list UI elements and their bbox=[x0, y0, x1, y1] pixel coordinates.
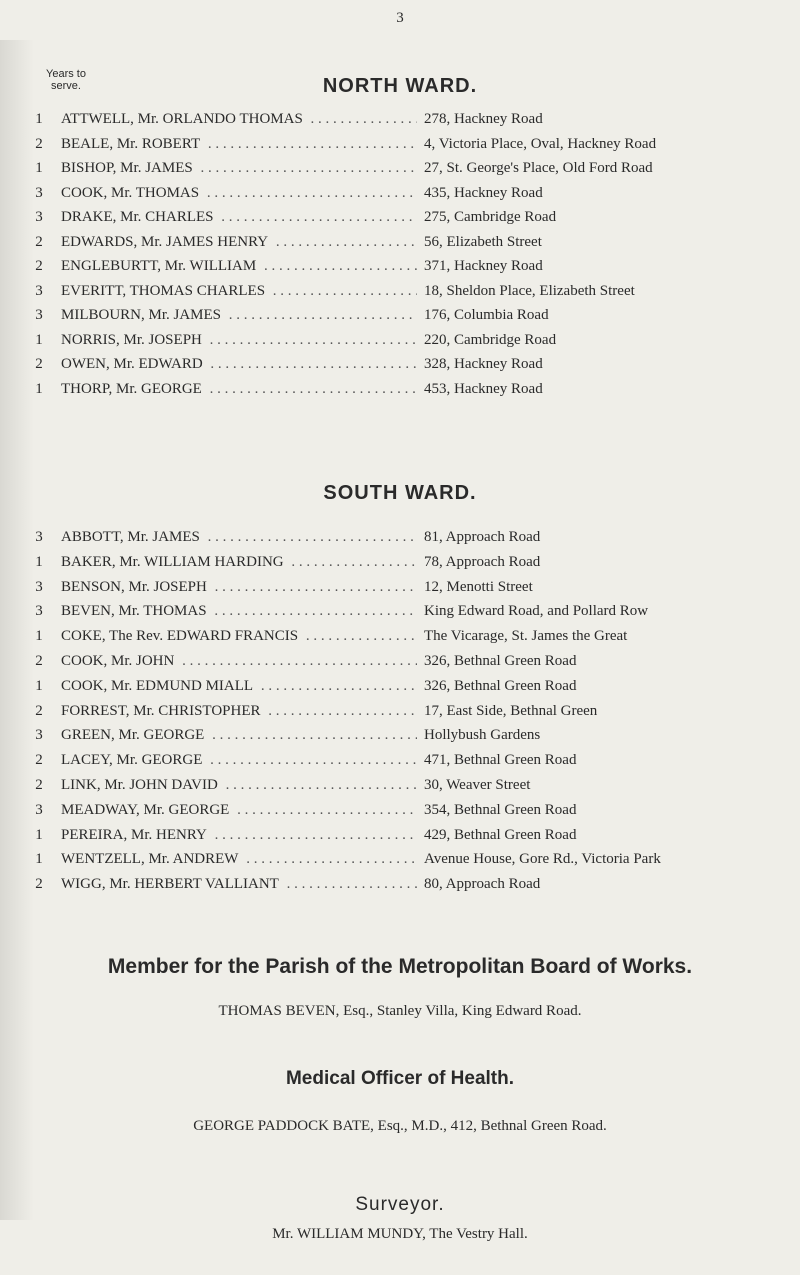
years-to-serve: 1 bbox=[35, 677, 43, 694]
member-address: King Edward Road, and Pollard Row bbox=[424, 603, 649, 620]
medical-officer-text: GEORGE PADDOCK BATE, Esq., M.D., 412, Bethnal Green Road. bbox=[193, 1118, 607, 1134]
member-address: 471, Bethnal Green Road bbox=[424, 752, 577, 769]
member-name: PEREIRA, Mr. HENRY . . . bbox=[61, 827, 417, 844]
member-address: 371, Hackney Road bbox=[424, 258, 543, 274]
years-to-serve: 3 bbox=[35, 184, 43, 201]
years-to-serve: 2 bbox=[35, 356, 43, 372]
member-name: DRAKE, Mr. CHARLES . . . bbox=[61, 209, 417, 226]
list-item bbox=[0, 111, 800, 136]
list-item bbox=[0, 136, 800, 161]
member-name: ATTWELL, Mr. ORLANDO THOMAS . . . bbox=[61, 111, 417, 128]
member-name: BEVEN, Mr. THOMAS . . . bbox=[61, 603, 417, 620]
surveyor-heading: Surveyor. bbox=[355, 1194, 445, 1215]
member-address: 27, St. George's Place, Old Ford Road bbox=[424, 160, 653, 176]
list-item bbox=[0, 653, 800, 678]
member-address: Avenue House, Gore Rd., Victoria Park bbox=[424, 851, 661, 868]
list-item bbox=[0, 777, 800, 802]
years-to-serve: 3 bbox=[35, 578, 43, 595]
list-item bbox=[0, 603, 800, 628]
member-name: COKE, The Rev. EDWARD FRANCIS . . . bbox=[61, 628, 417, 645]
member-address: 12, Menotti Street bbox=[424, 578, 533, 595]
member-name: COOK, Mr. JOHN . . . bbox=[61, 653, 417, 670]
years-to-serve: 2 bbox=[35, 702, 43, 719]
member-name: MILBOURN, Mr. JAMES . . . bbox=[61, 307, 417, 324]
member-name: WENTZELL, Mr. ANDREW . . . bbox=[61, 851, 417, 868]
years-to-serve: 1 bbox=[35, 826, 43, 843]
list-item bbox=[0, 752, 800, 777]
years-to-serve: 3 bbox=[35, 307, 43, 323]
years-to-serve: 1 bbox=[35, 851, 43, 868]
member-address: 17, East Side, Bethnal Green bbox=[424, 702, 598, 719]
member-name: ENGLEBURTT, Mr. WILLIAM . . . bbox=[61, 258, 417, 275]
list-item bbox=[0, 727, 800, 752]
member-name: ABBOTT, Mr. JAMES . . . bbox=[61, 529, 417, 546]
years-to-serve: 2 bbox=[35, 233, 43, 250]
member-address: 18, Sheldon Place, Elizabeth Street bbox=[424, 282, 635, 299]
member-address: 176, Columbia Road bbox=[424, 307, 549, 323]
years-to-serve-label: Years to serve. bbox=[46, 68, 86, 92]
member-name: FORREST, Mr. CHRISTOPHER . . . bbox=[61, 703, 417, 720]
member-address: 278, Hackney Road bbox=[424, 111, 543, 127]
member-address: 4, Victoria Place, Oval, Hackney Road bbox=[424, 135, 657, 152]
south-ward-title: SOUTH WARD. bbox=[323, 482, 477, 504]
member-address: 326, Bethnal Green Road bbox=[424, 677, 577, 694]
list-item bbox=[0, 802, 800, 827]
member-address: The Vicarage, St. James the Great bbox=[424, 628, 628, 645]
board-of-works-heading: Member for the Parish of the Metropolitan Board of Works. bbox=[107, 955, 693, 978]
medical-officer-heading: Medical Officer of Health. bbox=[285, 1068, 515, 1089]
member-name: BISHOP, Mr. JAMES . . . bbox=[61, 160, 417, 177]
list-item bbox=[0, 209, 800, 234]
years-to-serve: 2 bbox=[35, 135, 43, 152]
list-item bbox=[0, 876, 800, 901]
member-name: COOK, Mr. EDMUND MIALL . . . bbox=[61, 678, 417, 695]
list-item bbox=[0, 234, 800, 259]
page-number: 3 bbox=[396, 10, 404, 26]
north-ward-list bbox=[0, 111, 800, 405]
south-ward-list bbox=[0, 529, 800, 901]
list-item bbox=[0, 827, 800, 852]
list-item bbox=[0, 703, 800, 728]
member-name: WIGG, Mr. HERBERT VALLIANT . . . bbox=[61, 876, 417, 893]
list-item bbox=[0, 851, 800, 876]
list-item bbox=[0, 579, 800, 604]
years-to-serve: 3 bbox=[35, 801, 43, 818]
member-address: 435, Hackney Road bbox=[424, 184, 543, 201]
member-address: 429, Bethnal Green Road bbox=[424, 826, 577, 843]
list-item bbox=[0, 381, 800, 406]
member-address: 354, Bethnal Green Road bbox=[424, 801, 577, 818]
years-to-serve: 1 bbox=[35, 111, 43, 127]
member-name: BENSON, Mr. JOSEPH . . . bbox=[61, 579, 417, 596]
years-to-serve: 1 bbox=[35, 628, 43, 645]
years-to-serve: 3 bbox=[35, 603, 43, 620]
years-to-serve: 2 bbox=[35, 776, 43, 793]
member-name: LINK, Mr. JOHN DAVID . . . bbox=[61, 777, 417, 794]
list-item bbox=[0, 332, 800, 357]
member-name: LACEY, Mr. GEORGE . . . bbox=[61, 752, 417, 769]
board-member-text: THOMAS BEVEN, Esq., Stanley Villa, King Edward Road. bbox=[218, 1003, 582, 1019]
list-item bbox=[0, 678, 800, 703]
member-name: THORP, Mr. GEORGE . . . bbox=[61, 381, 417, 398]
member-name: COOK, Mr. THOMAS . . . bbox=[61, 185, 417, 202]
member-address: 81, Approach Road bbox=[424, 529, 541, 545]
years-to-serve: 3 bbox=[35, 209, 43, 225]
list-item bbox=[0, 283, 800, 308]
member-name: EDWARDS, Mr. JAMES HENRY . . . bbox=[61, 234, 417, 251]
years-to-serve: 3 bbox=[35, 529, 43, 545]
years-to-serve: 2 bbox=[35, 652, 43, 669]
list-item bbox=[0, 160, 800, 185]
years-to-serve: 2 bbox=[35, 752, 43, 769]
list-item bbox=[0, 554, 800, 579]
member-name: GREEN, Mr. GEORGE . . . bbox=[61, 727, 417, 744]
member-name: BEALE, Mr. ROBERT . . . bbox=[61, 136, 417, 153]
member-name: MEADWAY, Mr. GEORGE . . . bbox=[61, 802, 417, 819]
list-item bbox=[0, 307, 800, 332]
north-ward-title: NORTH WARD. bbox=[322, 75, 478, 97]
list-item bbox=[0, 185, 800, 210]
member-address: 220, Cambridge Road bbox=[424, 331, 557, 348]
list-item bbox=[0, 258, 800, 283]
member-name: EVERITT, THOMAS CHARLES . . . bbox=[61, 283, 417, 300]
member-address: 328, Hackney Road bbox=[424, 356, 543, 372]
member-address: Hollybush Gardens bbox=[424, 727, 541, 744]
years-to-serve: 1 bbox=[35, 160, 43, 176]
years-to-serve: 3 bbox=[35, 727, 43, 744]
member-address: 56, Elizabeth Street bbox=[424, 233, 542, 250]
surveyor-text: Mr. WILLIAM MUNDY, The Vestry Hall. bbox=[272, 1226, 528, 1242]
member-name: NORRIS, Mr. JOSEPH . . . bbox=[61, 332, 417, 349]
years-to-serve: 3 bbox=[35, 282, 43, 299]
member-address: 30, Weaver Street bbox=[424, 776, 531, 793]
years-to-serve: 2 bbox=[35, 258, 43, 274]
list-item bbox=[0, 529, 800, 554]
years-to-serve: 1 bbox=[35, 553, 43, 570]
member-address: 275, Cambridge Road bbox=[424, 209, 557, 225]
member-address: 78, Approach Road bbox=[424, 553, 541, 570]
years-to-serve: 1 bbox=[35, 331, 43, 348]
member-name: OWEN, Mr. EDWARD . . . bbox=[61, 356, 417, 373]
years-to-serve: 1 bbox=[35, 380, 43, 397]
member-address: 80, Approach Road bbox=[424, 876, 541, 893]
years-to-serve: 2 bbox=[35, 876, 43, 893]
member-name: BAKER, Mr. WILLIAM HARDING . . . bbox=[61, 554, 417, 571]
list-item bbox=[0, 356, 800, 381]
member-address: 453, Hackney Road bbox=[424, 380, 543, 397]
list-item bbox=[0, 628, 800, 653]
member-address: 326, Bethnal Green Road bbox=[424, 652, 577, 669]
